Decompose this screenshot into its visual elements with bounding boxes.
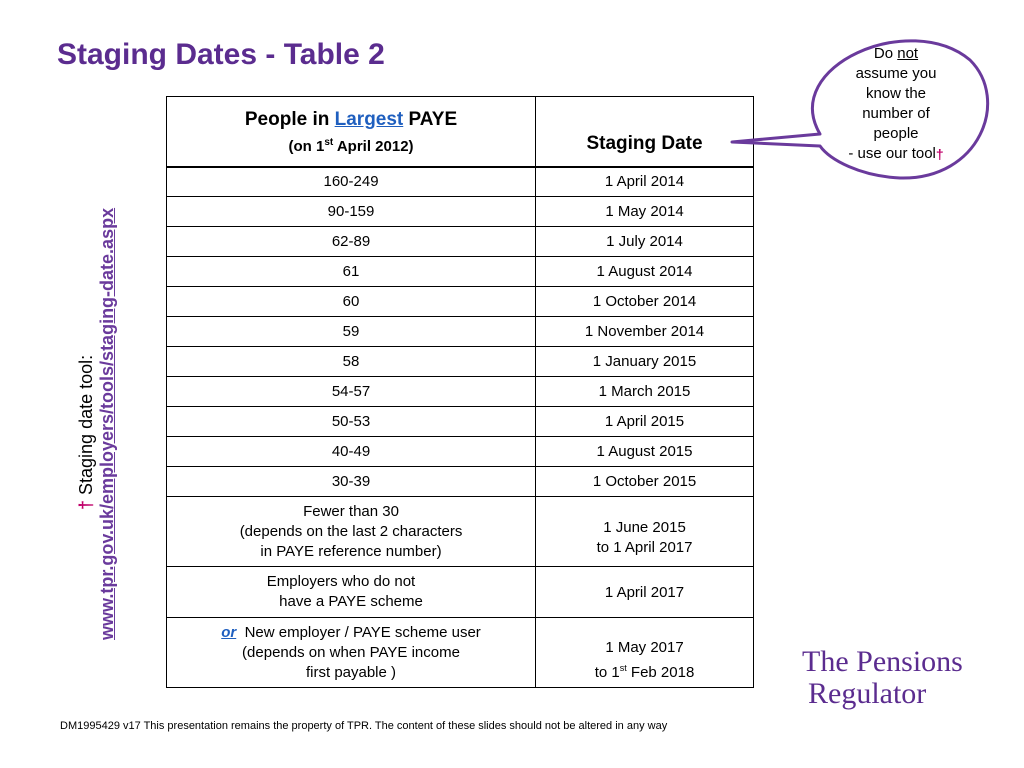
table-row-fewer-than-30 xyxy=(167,497,754,567)
cell-date: 1 November 2014 xyxy=(536,317,754,347)
header-people-prefix: People in xyxy=(244,109,335,131)
cell-people xyxy=(167,567,536,618)
cell-date: 1 April 2014 xyxy=(536,167,754,197)
cell-date: 1 March 2015 xyxy=(536,377,754,407)
dagger-mark: † xyxy=(935,146,944,162)
table-row xyxy=(167,437,754,467)
cell-people: 59 xyxy=(167,317,536,347)
cell-people: 160-249 xyxy=(167,167,536,197)
cell-text: 1 May 2017 xyxy=(605,639,684,656)
cell-people: 61 xyxy=(167,257,536,287)
cell-people: 54-57 xyxy=(167,377,536,407)
logo-line2: Regulator xyxy=(808,677,927,710)
table-row xyxy=(167,407,754,437)
header-people-suffix: PAYE xyxy=(403,109,458,131)
cell-text: to 1 April 2017 xyxy=(596,538,693,556)
table-row xyxy=(167,167,754,197)
table-body xyxy=(167,167,754,497)
table-row xyxy=(167,257,754,287)
cell-date xyxy=(536,567,754,618)
cell-people: 30-39 xyxy=(167,467,536,497)
cell-people: 60 xyxy=(167,287,536,317)
pensions-regulator-logo xyxy=(802,646,963,710)
cell-date xyxy=(536,497,754,567)
cell-people: 50-53 xyxy=(167,407,536,437)
cell-text: to 1st Feb 2018 xyxy=(594,663,695,681)
cell-people: 40-49 xyxy=(167,437,536,467)
cell-text: first payable ) xyxy=(305,663,397,681)
cell-date: 1 July 2014 xyxy=(536,227,754,257)
cell-date: 1 October 2014 xyxy=(536,287,754,317)
side-note xyxy=(76,150,118,640)
cell-text: 1 June 2015 xyxy=(603,518,686,536)
table-header-row xyxy=(167,97,754,167)
cell-date: 1 October 2015 xyxy=(536,467,754,497)
header-staging-date-label: Staging Date xyxy=(586,133,703,155)
cell-people xyxy=(167,497,536,567)
cell-text: (depends on the last 2 characters xyxy=(239,522,463,540)
speech-bubble-text: Do not assume you know the number of people - use our tool† xyxy=(848,45,944,162)
cell-people: 62-89 xyxy=(167,227,536,257)
cell-date: 1 May 2014 xyxy=(536,197,754,227)
cell-date: 1 August 2014 xyxy=(536,257,754,287)
table-row xyxy=(167,287,754,317)
cell-text: (depends on when PAYE income xyxy=(242,643,460,661)
cell-people: 90-159 xyxy=(167,197,536,227)
table-row xyxy=(167,197,754,227)
side-note-label xyxy=(76,150,97,640)
cell-date: 1 January 2015 xyxy=(536,347,754,377)
largest-link[interactable]: Largest xyxy=(334,109,404,131)
page-title: Staging Dates - Table 2 xyxy=(57,38,385,71)
table-row xyxy=(167,347,754,377)
table-row xyxy=(167,317,754,347)
cell-date: 1 August 2015 xyxy=(536,437,754,467)
cell-text: have a PAYE scheme xyxy=(279,593,423,610)
cell-date: 1 April 2015 xyxy=(536,407,754,437)
cell-people: 58 xyxy=(167,347,536,377)
cell-date xyxy=(536,618,754,688)
side-note-text: Staging date tool: xyxy=(76,354,96,500)
footer-note: DM1995429 v17 This presentation remains the property of TPR. The content of these slides should not be altered in any way xyxy=(60,720,668,732)
table-row xyxy=(167,227,754,257)
staging-dates-table xyxy=(166,96,754,688)
table-row xyxy=(167,467,754,497)
or-link[interactable]: or xyxy=(221,623,237,641)
cell-text: 1 April 2017 xyxy=(604,583,685,601)
cell-text: Fewer than 30 xyxy=(303,502,399,520)
dagger-mark: † xyxy=(76,499,96,510)
cell-text: Employers who do not xyxy=(266,573,416,590)
table-row-new-employer xyxy=(167,618,754,688)
staging-tool-link[interactable]: www.tpr.gov.uk/employers/tools/staging-date.aspx xyxy=(97,207,117,640)
cell-text: in PAYE reference number) xyxy=(260,542,442,560)
cell-people xyxy=(167,618,536,688)
cell-text: New employer / PAYE scheme user xyxy=(244,623,481,641)
header-people-sub: (on 1st April 2012) xyxy=(288,137,414,156)
table-row-no-paye xyxy=(167,567,754,618)
table-row xyxy=(167,377,754,407)
logo-line1: The Pensions xyxy=(802,645,963,678)
header-people xyxy=(167,97,536,167)
